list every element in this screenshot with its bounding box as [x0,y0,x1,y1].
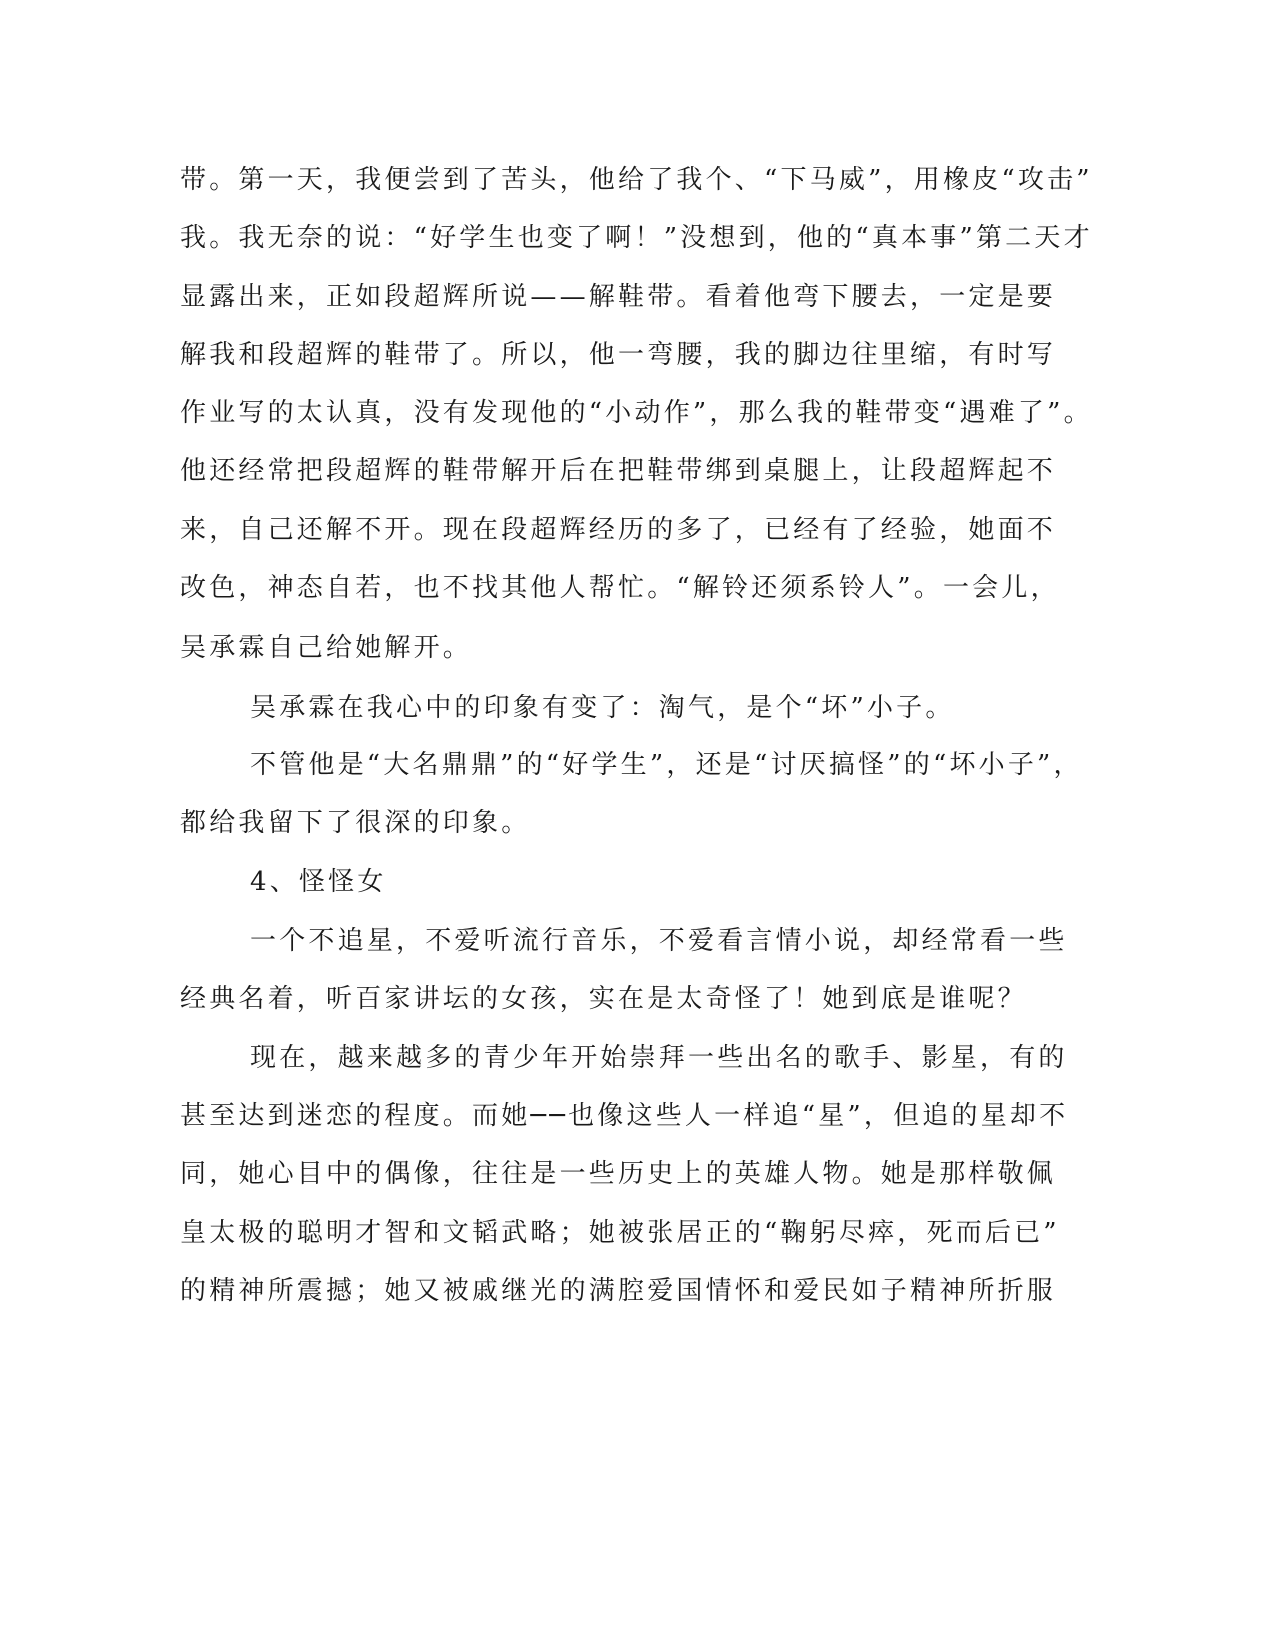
text-line: 同，她心目中的偶像，往往是一些历史上的英雄人物。她是那样敬佩 [180,1159,1057,1189]
text-line: 显露出来，正如段超辉所说——解鞋带。看着他弯下腰去，一定是要 [180,282,1057,312]
text-line: 吴承霖自己给她解开。 [180,633,473,663]
text-line: 带。第一天，我便尝到了苦头，他给了我个、“下马威”，用橡皮“攻击” [180,165,1093,195]
text-line: 经典名着，听百家讲坛的女孩，实在是太奇怪了！她到底是谁呢？ [180,984,1027,1014]
section-heading: 4、怪怪女 [250,867,387,897]
text-line: 他还经常把段超辉的鞋带解开后在把鞋带绑到桌腿上，让段超辉起不 [180,456,1057,486]
text-line: 皇太极的聪明才智和文韬武略；她被张居正的“鞠躬尽瘁，死而后已” [180,1218,1060,1248]
text-line: 改色，神态自若，也不找其他人帮忙。“解铃还须系铃人”。一会儿， [180,573,1060,603]
text-line: 甚至达到迷恋的程度。而她──也像这些人一样追“星”，但追的星却不 [180,1101,1069,1131]
text-line: 的精神所震撼；她又被戚继光的满腔爱国情怀和爱民如子精神所折服 [180,1276,1057,1306]
text-line: 作业写的太认真，没有发现他的“小动作”，那么我的鞋带变“遇难了”。 [180,398,1093,428]
text-line: 吴承霖在我心中的印象有变了：淘气，是个“坏”小子。 [250,693,955,723]
text-line: 一个不追星，不爱听流行音乐，不爱看言情小说，却经常看一些 [250,926,1068,956]
text-line: 我。我无奈的说：“好学生也变了啊！”没想到，他的“真本事”第二天才 [180,223,1093,253]
text-line: 来，自己还解不开。现在段超辉经历的多了，已经有了经验，她面不 [180,515,1057,545]
text-line: 解我和段超辉的鞋带了。所以，他一弯腰，我的脚边往里缩，有时写 [180,340,1057,370]
text-line: 都给我留下了很深的印象。 [180,808,531,838]
text-line: 不管他是“大名鼎鼎”的“好学生”，还是“讨厌搞怪”的“坏小子”， [250,750,1083,780]
text-line: 现在，越来越多的青少年开始崇拜一些出名的歌手、影星，有的 [250,1043,1068,1073]
